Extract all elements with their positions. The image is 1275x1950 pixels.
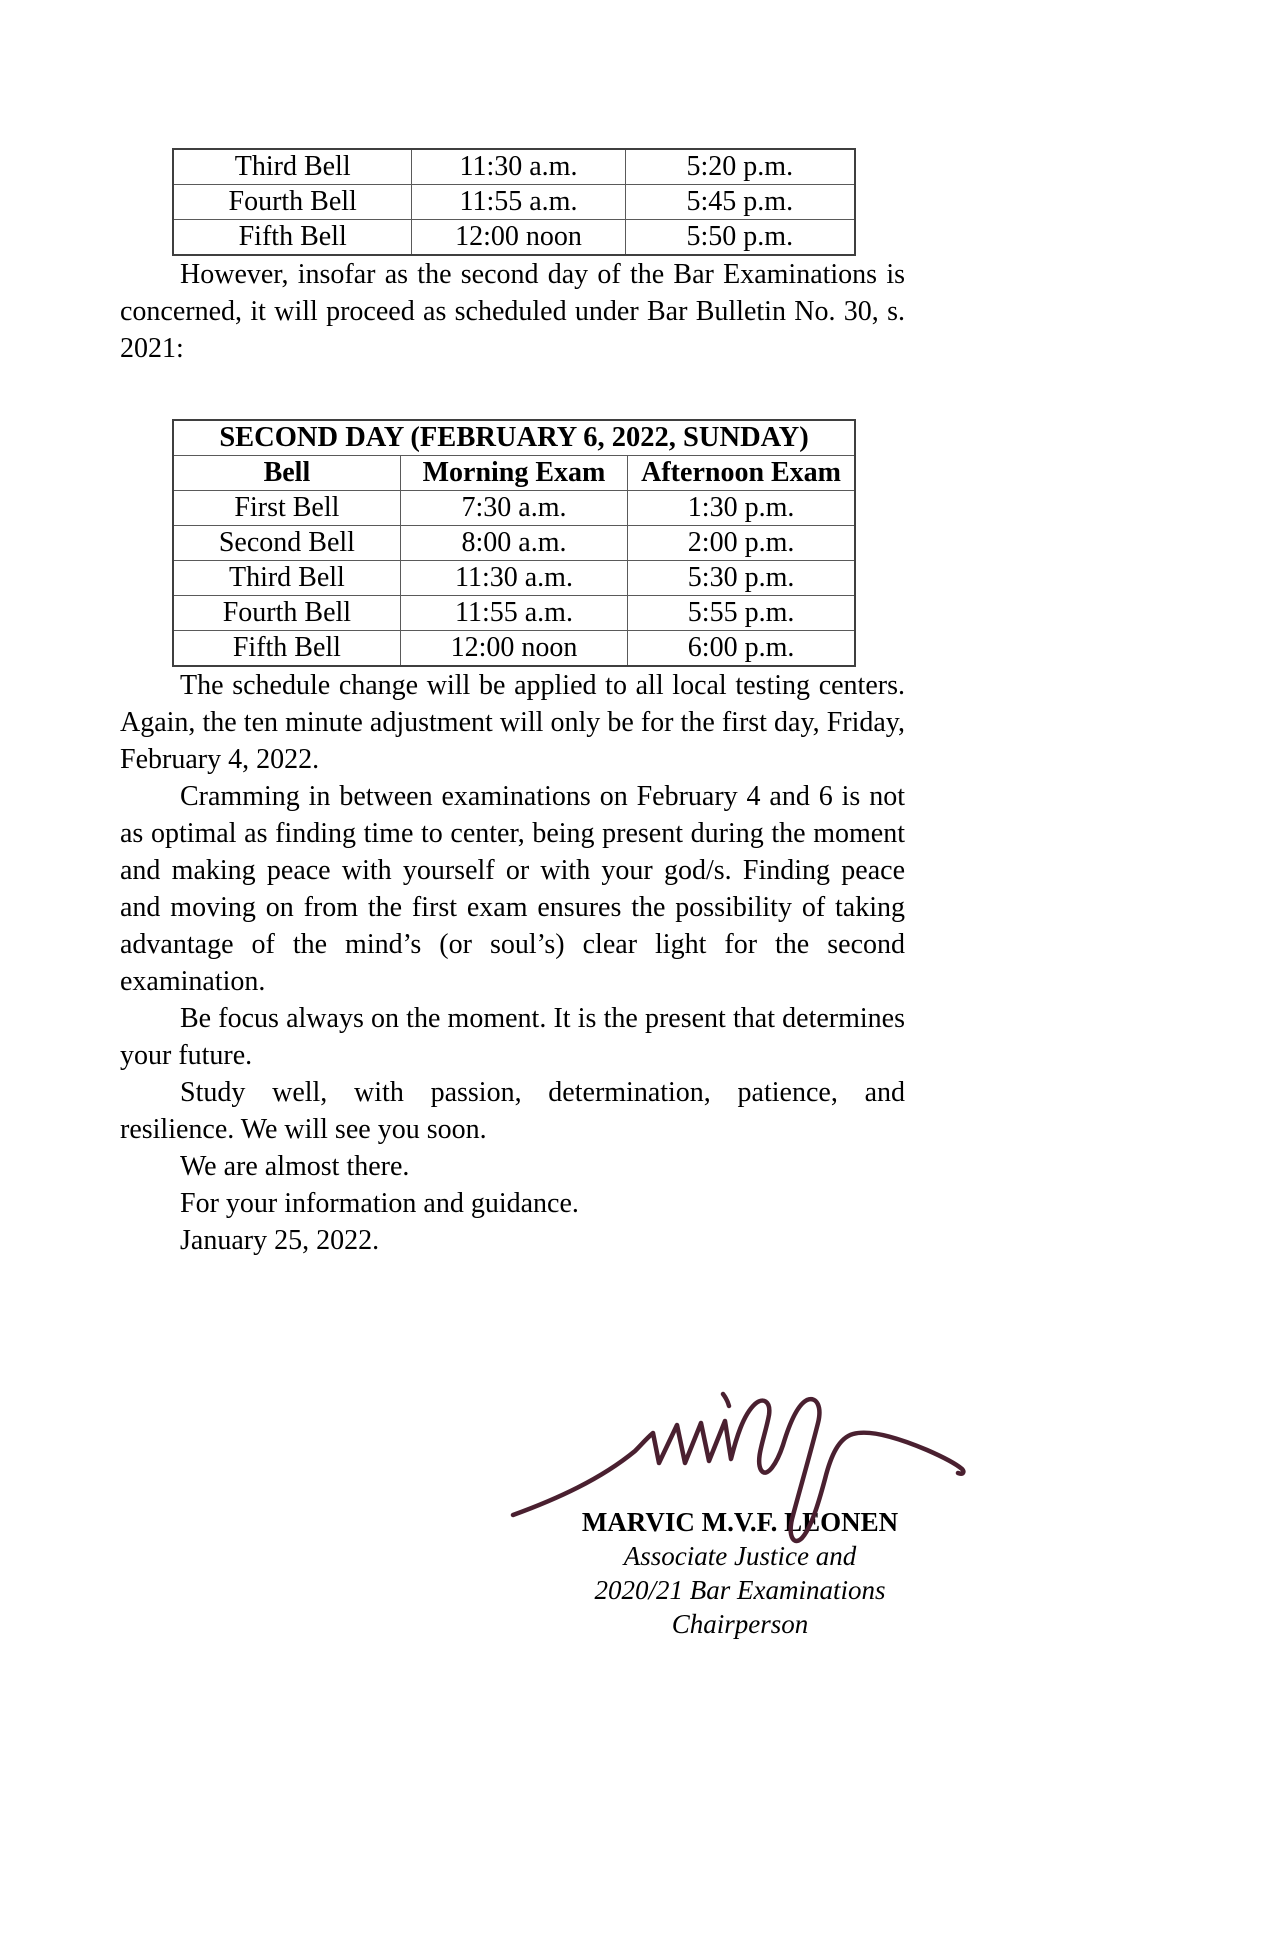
morning-time-cell: 12:00 noon: [412, 220, 625, 256]
document-content: [120, 148, 905, 1259]
bell-cell: Second Bell: [173, 526, 400, 561]
signatory-identification: [505, 1505, 975, 1641]
paragraph-be-focus: Be focus always on the moment. It is the present that determines your future.: [120, 1003, 905, 1071]
morning-time-cell: 11:30 a.m.: [412, 149, 625, 185]
table-title-row: [173, 420, 855, 456]
table-row: [173, 185, 855, 220]
second-day-schedule-table: [172, 419, 856, 667]
table-row: [173, 220, 855, 256]
afternoon-time-cell: 5:30 p.m.: [628, 561, 855, 596]
afternoon-time-cell: 1:30 p.m.: [628, 491, 855, 526]
date-line: January 25, 2022.: [180, 1225, 380, 1256]
table-header-row: [173, 456, 855, 491]
paragraph-cramming: Cramming in between examinations on February 4 and 6 is not as optimal as finding time to center, being present during the moment and making peace with yourself or with your god/s. Finding peace and moving on from the first exam ensures the possibility of taking advantage of the mind’s (or soul’s) clear light for the second examination.: [120, 781, 905, 997]
paragraph-schedule-change: The schedule change will be applied to all local testing centers. Again, the ten minute adjustment will only be for the first day, Friday, February 4, 2022.: [120, 670, 905, 775]
signatory-title-line-3: Chairperson: [671, 1609, 809, 1639]
morning-time-cell: 11:30 a.m.: [400, 561, 627, 596]
morning-time-cell: 8:00 a.m.: [400, 526, 627, 561]
bell-cell: Fifth Bell: [173, 631, 400, 667]
afternoon-exam-header: Afternoon Exam: [628, 456, 855, 491]
paragraph-however: However, insofar as the second day of the Bar Examinations is concerned, it will proceed as scheduled under Bar Bulletin No. 30, s. 2021:: [120, 259, 905, 364]
bell-cell: Fifth Bell: [173, 220, 412, 256]
paragraph-almost-there: We are almost there.: [180, 1151, 410, 1182]
paragraph-guidance: For your information and guidance.: [180, 1188, 579, 1219]
afternoon-time-cell: 6:00 p.m.: [628, 631, 855, 667]
bell-cell: Third Bell: [173, 149, 412, 185]
afternoon-time-cell: 5:20 p.m.: [625, 149, 855, 185]
bell-cell: Third Bell: [173, 561, 400, 596]
morning-exam-header: Morning Exam: [400, 456, 627, 491]
table-row: [173, 491, 855, 526]
table-row: [173, 149, 855, 185]
morning-time-cell: 7:30 a.m.: [400, 491, 627, 526]
table-row: [173, 596, 855, 631]
signatory-title-line-2: 2020/21 Bar Examinations: [594, 1575, 886, 1605]
table-title: SECOND DAY (FEBRUARY 6, 2022, SUNDAY): [173, 420, 855, 456]
first-day-schedule-table-partial: [172, 148, 856, 256]
afternoon-time-cell: 5:55 p.m.: [628, 596, 855, 631]
morning-time-cell: 11:55 a.m.: [400, 596, 627, 631]
morning-time-cell: 12:00 noon: [400, 631, 627, 667]
afternoon-time-cell: 2:00 p.m.: [628, 526, 855, 561]
morning-time-cell: 11:55 a.m.: [412, 185, 625, 220]
bell-cell: Fourth Bell: [173, 596, 400, 631]
bell-cell: First Bell: [173, 491, 400, 526]
afternoon-time-cell: 5:50 p.m.: [625, 220, 855, 256]
paragraph-study-well: Study well, with passion, determination, patience, and resilience. We will see you soon.: [120, 1077, 905, 1145]
signatory-name: MARVIC M.V.F. LEONEN: [581, 1507, 899, 1537]
table-row: [173, 526, 855, 561]
table-row: [173, 631, 855, 667]
bell-header: Bell: [173, 456, 400, 491]
signatory-title-line-1: Associate Justice and: [623, 1541, 857, 1571]
afternoon-time-cell: 5:45 p.m.: [625, 185, 855, 220]
signature-block: [505, 1393, 975, 1641]
bell-cell: Fourth Bell: [173, 185, 412, 220]
table-row: [173, 561, 855, 596]
